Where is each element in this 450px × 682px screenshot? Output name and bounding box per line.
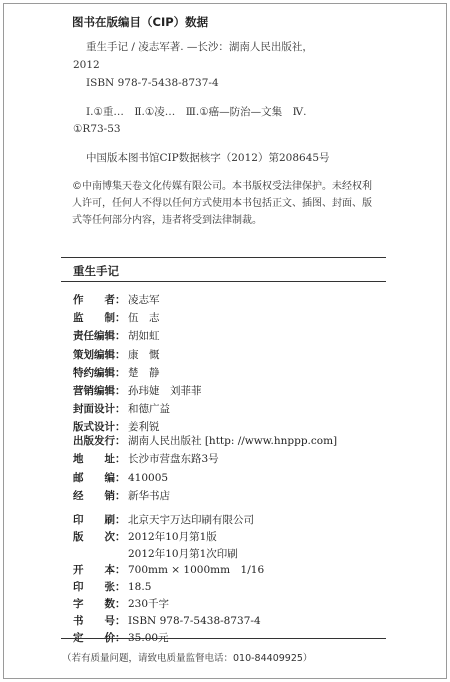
printing-row [73,562,264,577]
credits-label: 责任编辑： [73,330,126,343]
publisher-label: 出版发行： [73,435,126,447]
printing-label: 印 刷： [73,514,126,526]
credits-label: 营销编辑： [73,385,126,397]
cip-line-5: ①R73-53 [73,123,121,135]
title-divider [61,281,386,282]
printing-row [73,529,217,544]
bottom-divider [61,638,386,639]
printing-label: 印 张： [73,581,126,594]
publisher-row [73,488,170,503]
printing-label: 版 次： [73,530,126,543]
credits-label: 封面设计： [73,403,126,416]
credits-label: 策划编辑： [73,348,126,361]
credits-value: 姜利锐 [128,421,160,434]
printing-value: 18.5 [128,581,152,594]
cip-line-2: 2012 [73,59,100,71]
printing-row [73,512,254,527]
printing-row [73,613,261,628]
publisher-label: 经 销： [73,489,126,502]
printing-label: 书 号： [73,614,126,627]
credits-value: 康 慨 [128,348,160,361]
publisher-value: 410005 [128,471,169,484]
publisher-value: 湖南人民出版社 [http: //www.hnppp.com] [128,435,338,447]
publisher-row [73,451,219,466]
credits-value: 孙玮婕 刘菲菲 [128,385,202,397]
cip-line-1: 重生手记 / 凌志军著. —长沙：湖南人民出版社， [86,41,313,53]
cip-title: 图书在版编目（CIP）数据 [72,15,209,29]
credits-row [73,383,202,398]
printing-label: 定 价： [73,631,126,644]
publisher-label: 地 址： [73,453,126,466]
credits-value: 楚 静 [128,366,160,379]
credits-value: 胡如虹 [128,330,160,343]
credits-value: 和德广益 [128,403,170,416]
credits-label: 作 者： [73,294,126,306]
credits-row [73,401,170,416]
publisher-row [73,433,337,448]
printing-value: 2012年10月第1版 [128,530,217,543]
cip-line-4: Ⅰ.①重… Ⅱ.①凌… Ⅲ.①癌—防治—文集 Ⅳ. [86,106,307,118]
printing-row [73,596,169,611]
credits-value: 凌志军 [128,294,160,306]
copyright-notice: ©中南博集天卷文化传媒有限公司。本书版权受法律保护。未经权利人许可，任何人不得以任何方式使用本书包括正文、插图、封面、版式等任何部分内容，违者将受到法律制裁。 [72,181,372,226]
printing-value: 230千字 [128,598,170,610]
credits-label: 监 制： [73,312,126,325]
quality-hotline-note: （若有质量问题，请致电质量监督电话：010-84409925） [62,653,313,664]
credits-row [73,365,160,380]
credits-label: 特约编辑： [73,366,126,379]
printing-label: 开 本： [73,564,126,577]
publisher-value: 长沙市营盘东路3号 [128,453,219,466]
printing-row [73,546,238,561]
publisher-label: 邮 编： [73,471,126,484]
publisher-row [73,470,168,485]
book-title: 重生手记 [73,264,119,278]
credits-value: 伍 志 [128,312,160,325]
printing-value: 700mm × 1000mm 1/16 [128,564,265,577]
printing-value: 北京天宇万达印刷有限公司 [128,514,254,526]
cip-line-3: ISBN 978-7-5438-8737-4 [86,77,219,89]
credits-label: 版式设计： [73,421,126,434]
printing-label: 字 数： [73,598,126,610]
top-divider [61,257,386,258]
publisher-value: 新华书店 [128,489,170,502]
credits-row [73,328,160,343]
printing-value: ISBN 978-7-5438-8737-4 [128,614,261,627]
cip-line-6: 中国版本图书馆CIP数据核字（2012）第208645号 [86,152,330,164]
printing-value: 35.00元 [128,631,169,644]
printing-value: 2012年10月第1次印刷 [128,547,238,560]
credits-row [73,310,160,325]
printing-row [73,579,151,594]
credits-row [73,292,160,307]
credits-row [73,347,160,362]
